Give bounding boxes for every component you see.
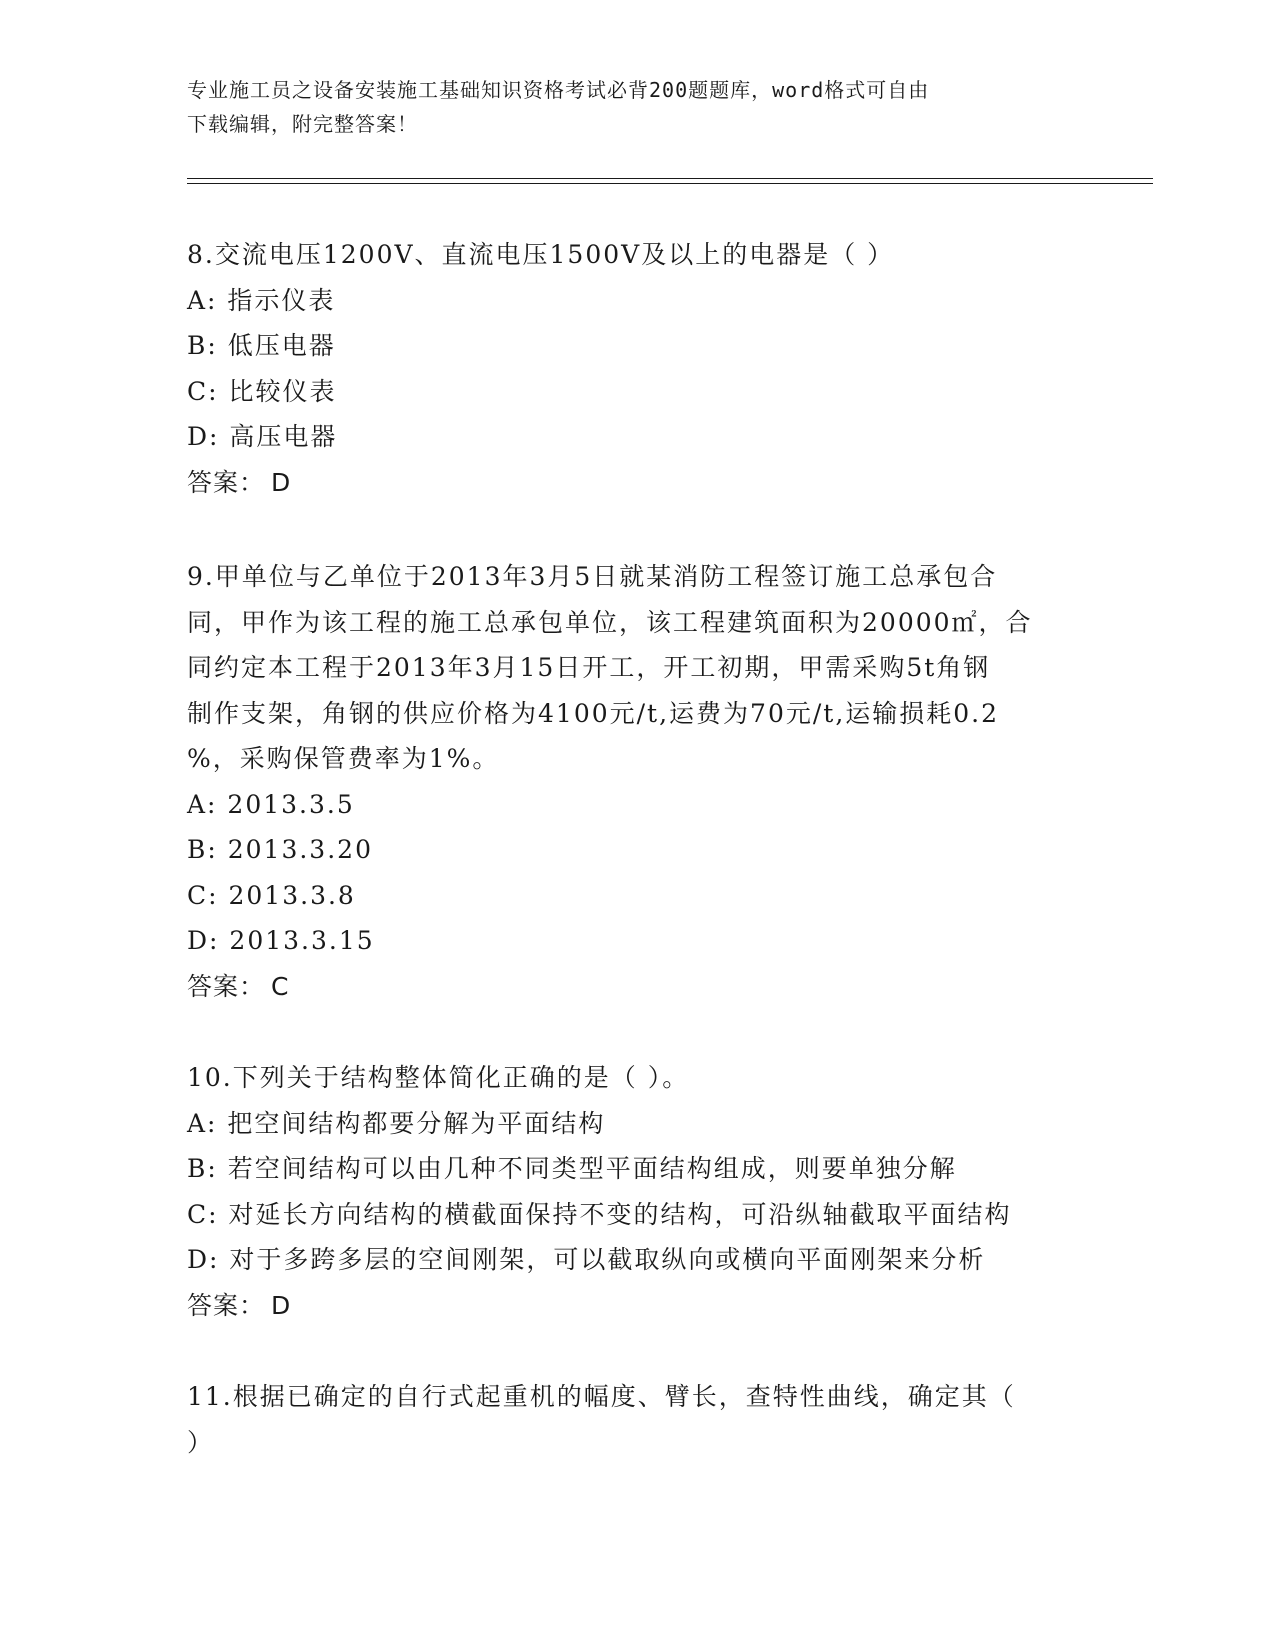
option-c: C: 2013.3.8 (187, 880, 356, 910)
answer-value: D (271, 467, 292, 497)
question-8 (187, 232, 1087, 505)
question-stem-line-2: ） (187, 1427, 215, 1457)
answer-value: C (271, 971, 290, 1001)
answer-line (187, 964, 1087, 1009)
header-line-1: 专业施工员之设备安装施工基础知识资格考试必背200题题库，word格式可自由 (187, 78, 930, 102)
question-9 (187, 554, 1087, 1009)
question-stem-line-5: %，采购保管费率为1%。 (187, 744, 500, 773)
answer-label: 答案： (187, 467, 266, 497)
question-stem-line-2: 同，甲作为该工程的施工总承包单位，该工程建筑面积为20000㎡，合 (187, 607, 1033, 637)
option-d: D: 2013.3.15 (187, 926, 375, 955)
option-d: D: 高压电器 (187, 422, 338, 451)
option-b: B: 2013.3.20 (187, 835, 373, 864)
question-stem-line-1: 9.甲单位与乙单位于2013年3月5日就某消防工程签订施工总承包合 (187, 562, 998, 591)
option-a: A: 2013.3.5 (187, 789, 355, 819)
option-a: A: 把空间结构都要分解为平面结构 (187, 1108, 606, 1138)
header-divider-bottom (187, 183, 1153, 184)
question-stem-line-4: 制作支架，角钢的供应价格为4100元/t,运费为70元/t,运输损耗0.2 (187, 698, 1000, 728)
question-stem: 10.下列关于结构整体简化正确的是（ ）。 (187, 1063, 690, 1092)
question-stem-line-1: 11.根据已确定的自行式起重机的幅度、臂长，查特性曲线，确定其（ (187, 1382, 1016, 1411)
answer-line (187, 460, 1087, 505)
option-b: B: 若空间结构可以由几种不同类型平面结构组成，则要单独分解 (187, 1154, 957, 1183)
option-b: B: 低压电器 (187, 331, 336, 360)
question-stem-line-3: 同约定本工程于2013年3月15日开工，开工初期，甲需采购5t角钢 (187, 653, 991, 682)
option-a: A: 指示仪表 (187, 285, 336, 315)
answer-line (187, 1283, 1087, 1328)
header-line-2: 下载编辑，附完整答案！ (187, 112, 418, 136)
option-d: D: 对于多跨多层的空间刚架，可以截取纵向或横向平面刚架来分析 (187, 1245, 986, 1274)
answer-value: D (271, 1290, 292, 1320)
question-10 (187, 1055, 1087, 1328)
header-divider-top (187, 178, 1153, 179)
question-stem: 8.交流电压1200V、直流电压1500V及以上的电器是（ ） (187, 240, 895, 269)
answer-label: 答案： (187, 1290, 266, 1320)
option-c: C: 对延长方向结构的横截面保持不变的结构，可沿纵轴截取平面结构 (187, 1199, 1012, 1229)
question-11 (187, 1374, 1087, 1465)
document-header (187, 73, 1067, 141)
option-c: C: 比较仪表 (187, 376, 337, 406)
answer-label: 答案： (187, 971, 266, 1001)
